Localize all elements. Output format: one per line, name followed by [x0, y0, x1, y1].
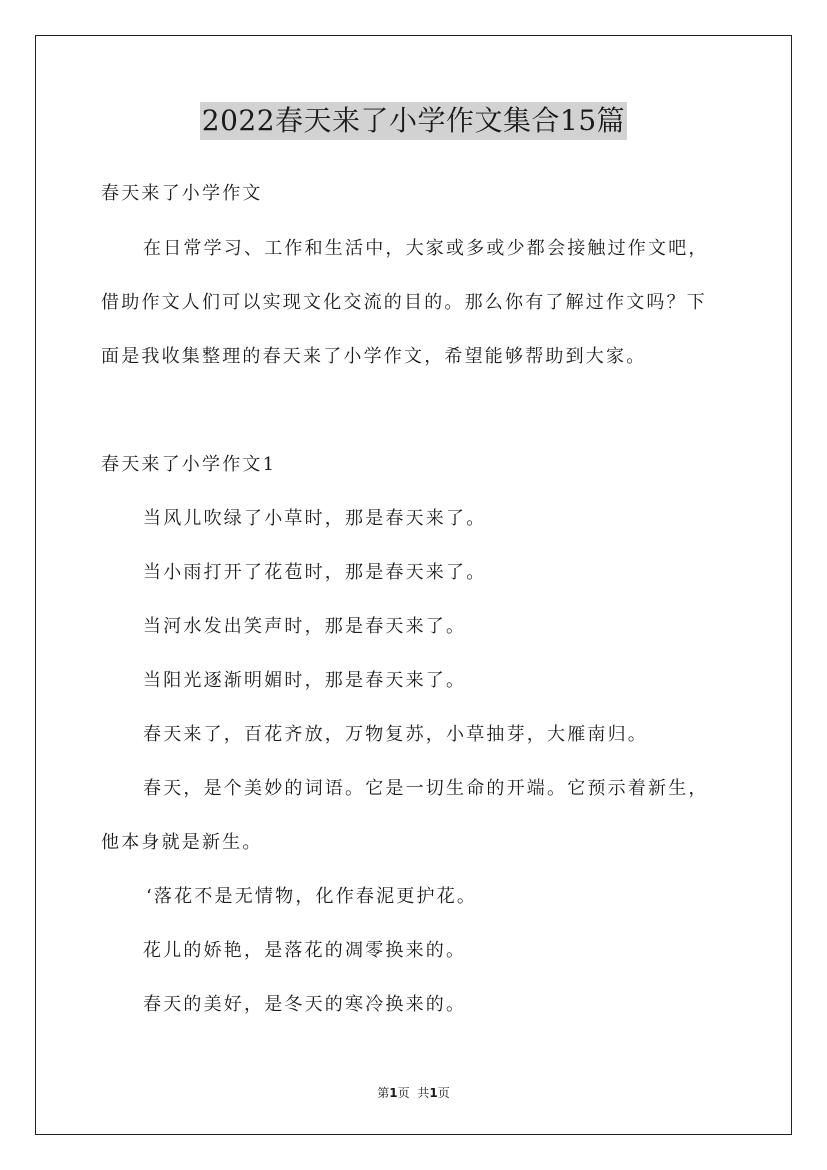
- total-pages: 1: [429, 1086, 438, 1100]
- paragraph-line: 在日常学习、工作和生活中，大家或多或少都会接触过作文吧，: [143, 238, 709, 259]
- page-prefix: 第: [377, 1086, 390, 1100]
- paragraph-line: 面是我收集整理的春天来了小学作文，希望能够帮助到大家。: [101, 346, 647, 367]
- title-container: [0, 102, 827, 140]
- paragraph-line: 春天，是个美妙的词语。它是一切生命的开端。它预示着新生，: [143, 778, 709, 799]
- page-footer: [0, 1085, 827, 1101]
- page-suffix: 页: [397, 1086, 410, 1100]
- paragraph-line: ‘落花不是无情物，化作春泥更护花。: [146, 886, 478, 907]
- total-prefix: 共: [417, 1086, 430, 1100]
- paragraph-line: 春天来了，百花齐放，万物复苏，小草抽芽，大雁南归。: [143, 724, 648, 745]
- section-heading: 春天来了小学作文: [101, 183, 263, 204]
- section-heading: 春天来了小学作文1: [101, 454, 277, 475]
- paragraph-line: 花儿的娇艳，是落花的凋零换来的。: [143, 940, 467, 961]
- paragraph-line: 当风儿吹绿了小草时，那是春天来了。: [143, 508, 487, 529]
- paragraph-line: 当河水发出笑声时，那是春天来了。: [143, 616, 467, 637]
- total-suffix: 页: [437, 1086, 450, 1100]
- paragraph-line: 他本身就是新生。: [101, 832, 263, 853]
- paragraph-line: 当小雨打开了花苞时，那是春天来了。: [143, 562, 487, 583]
- document-title: 2022春天来了小学作文集合15篇: [200, 102, 627, 140]
- page-number: 1: [389, 1086, 398, 1100]
- paragraph-line: 春天的美好，是冬天的寒冷换来的。: [143, 994, 467, 1015]
- paragraph-line: 借助作文人们可以实现文化交流的目的。那么你有了解过作文吗？下: [101, 292, 707, 313]
- paragraph-line: 当阳光逐渐明媚时，那是春天来了。: [143, 670, 467, 691]
